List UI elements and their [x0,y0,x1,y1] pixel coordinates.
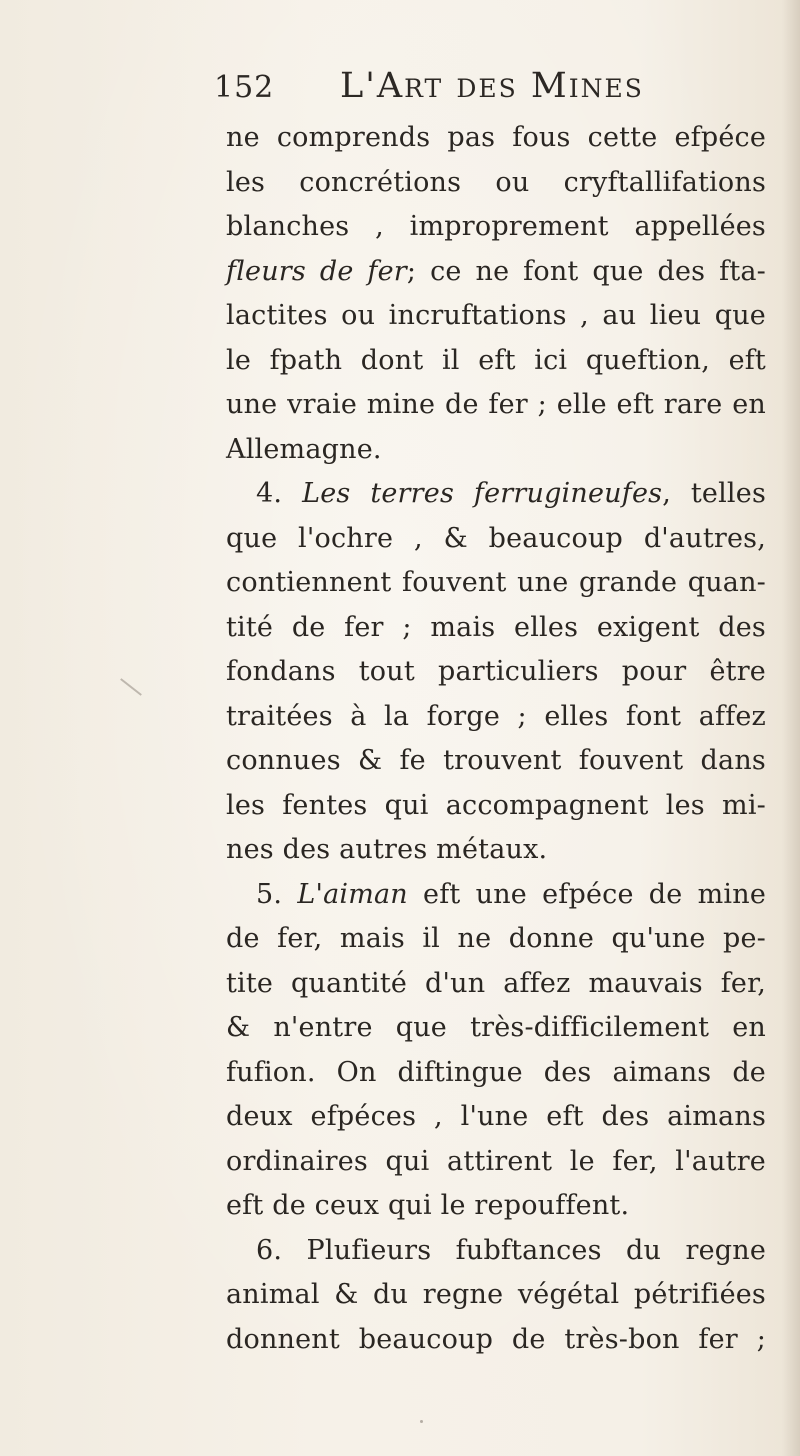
paper-speck [420,1420,423,1423]
text-line: tite quantité d'un affez mauvais fer, [226,967,766,999]
page-header [0,62,800,114]
text-line: eft de ceux qui le repouffent. [226,1190,630,1221]
text-line: contiennent fouvent une grande quan- [226,567,766,598]
paragraph-5-start: 5. L'aiman eft une efpéce de mine [256,878,766,910]
paragraph-6-start: 6. Plufieurs fubftances du regne [256,1234,766,1266]
text-line: ordinaires qui attirent le fer, l'autre [226,1145,766,1177]
text-line: Allemagne. [226,433,382,465]
text-line: blanches , improprement appellées [226,211,766,242]
text-line: ne comprends pas fous cette efpéce [226,122,766,153]
text-line: traitées à la forge ; elles font affez [226,700,766,732]
body-text [226,116,766,1362]
text-line: le fpath dont il eft ici queftion, eft [226,344,766,376]
text-line: lactites ou incruftations , au lieu que [226,300,766,331]
paragraph-4-start: 4. Les terres ferrugineufes, telles [256,478,766,509]
text-line: donnent beaucoup de très-bon fer ; [226,1323,766,1355]
text-line: & n'entre que très-difficilement en [226,1012,766,1043]
text-line: animal & du regne végétal pétrifiées [226,1279,766,1310]
text-line: deux efpéces , l'une eft des aimans [226,1101,766,1132]
text-line: de fer, mais il ne donne qu'une pe- [226,923,766,954]
running-title: L'Art des Mines [340,66,644,106]
italic-term: fleurs de fer [226,255,407,287]
text-line: une vraie mine de fer ; elle eft rare en [226,389,766,420]
text-line: connues & fe trouvent fouvent dans [226,745,766,776]
text-line: les concrétions ou cryftallifations [226,166,766,198]
paper-speck [470,1346,473,1349]
italic-term: Les terres ferrugineufes [302,478,663,509]
text-line: fleurs de fer; ce ne font que des fta- [226,255,766,287]
text-line: tité de fer ; mais elles exigent des [226,611,766,643]
text-line: nes des autres métaux. [226,834,548,865]
text-line: que l'ochre , & beaucoup d'autres, [226,522,766,554]
text-line: fondans tout particuliers pour être [226,656,766,687]
text-line: les fentes qui accompagnent les mi- [226,789,766,821]
page-number: 152 [214,70,275,105]
italic-term: L'aiman [297,878,408,910]
paper-speck [664,1296,667,1299]
text-line: fufion. On diftingue des aimans de [226,1056,766,1088]
paper-blemish [120,678,142,696]
